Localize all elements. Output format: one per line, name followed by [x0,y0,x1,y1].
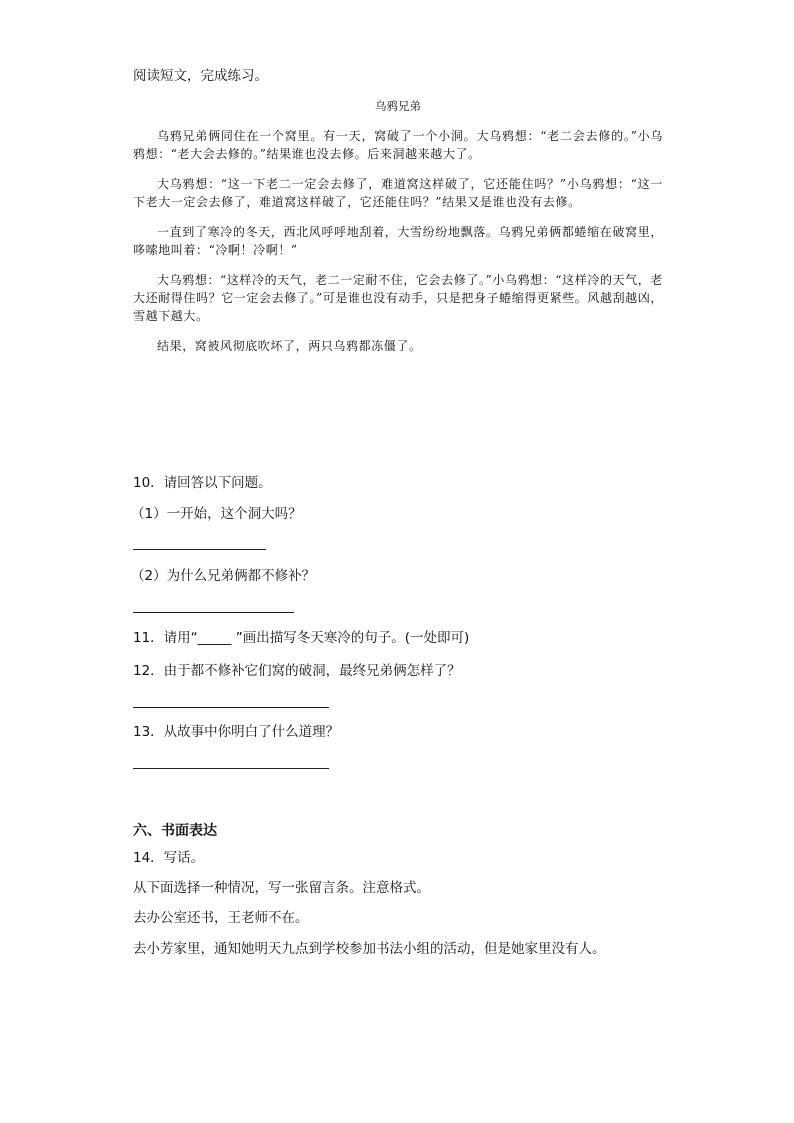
story-paragraph-4: 大乌鸦想：“这样冷的天气，老二一定耐不住，它会去修了。”小乌鸦想：“这样冷的天气，老大还耐得住吗？它一定会去修了。”可是谁也没有动手，只是把身子蜷缩得更紧些。风越刮越凶，雪越下越大。 [133,273,663,323]
reading-instruction: 阅读短文，完成练习。 [133,68,268,84]
question-11: 11．请用“_____ ”画出描写冬天寒冷的句子。(一处即可) [133,630,470,646]
section-6-title: 六、书面表达 [133,823,217,839]
question-10-1: （1）一开始，这个洞大吗？ [131,506,302,522]
writing-option-2: 去小芳家里，通知她明天九点到学校参加书法小组的活动，但是她家里没有人。 [133,941,606,957]
answer-line-12[interactable] [133,707,329,708]
answer-line-10-2[interactable] [133,612,294,613]
story-paragraph-1: 乌鸦兄弟俩同住在一个窝里。有一天，窝破了一个小洞。大乌鸦想：“老二会去修的。”小乌鸦想：“老大会去修的。”结果谁也没去修。后来洞越来越大了。 [133,129,663,161]
story-paragraph-5: 结果，窝被风彻底吹坏了，两只乌鸦都冻僵了。 [157,339,422,353]
story-paragraph-2: 大乌鸦想：“这一下老二一定会去修了，难道窝这样破了，它还能住吗？”小乌鸦想：“这一下老大一定会去修了，难道窝这样破了，它还能住吗？”结果又是谁也没有去修。 [133,177,663,209]
question-12: 12．由于都不修补它们窝的破洞，最终兄弟俩怎样了？ [133,663,461,679]
question-10: 10．请回答以下问题。 [133,475,272,491]
story-body [133,127,663,367]
question-13: 13．从故事中你明白了什么道理？ [133,724,340,740]
writing-prompt: 从下面选择一种情况，写一张留言条。注意格式。 [133,880,430,896]
answer-line-10-1[interactable] [133,549,266,550]
question-14: 14．写话。 [133,850,205,866]
story-title: 乌鸦兄弟 [375,99,421,113]
writing-option-1: 去办公室还书，王老师不在。 [133,910,309,926]
story-paragraph-3: 一直到了寒冷的冬天，西北风呼呼地刮着，大雪纷纷地飘落。乌鸦兄弟俩都蜷缩在破窝里，哆嗦地叫着：“冷啊！冷啊！” [133,225,663,257]
answer-line-13[interactable] [133,768,329,769]
question-10-2: （2）为什么兄弟俩都不修补？ [131,568,316,584]
